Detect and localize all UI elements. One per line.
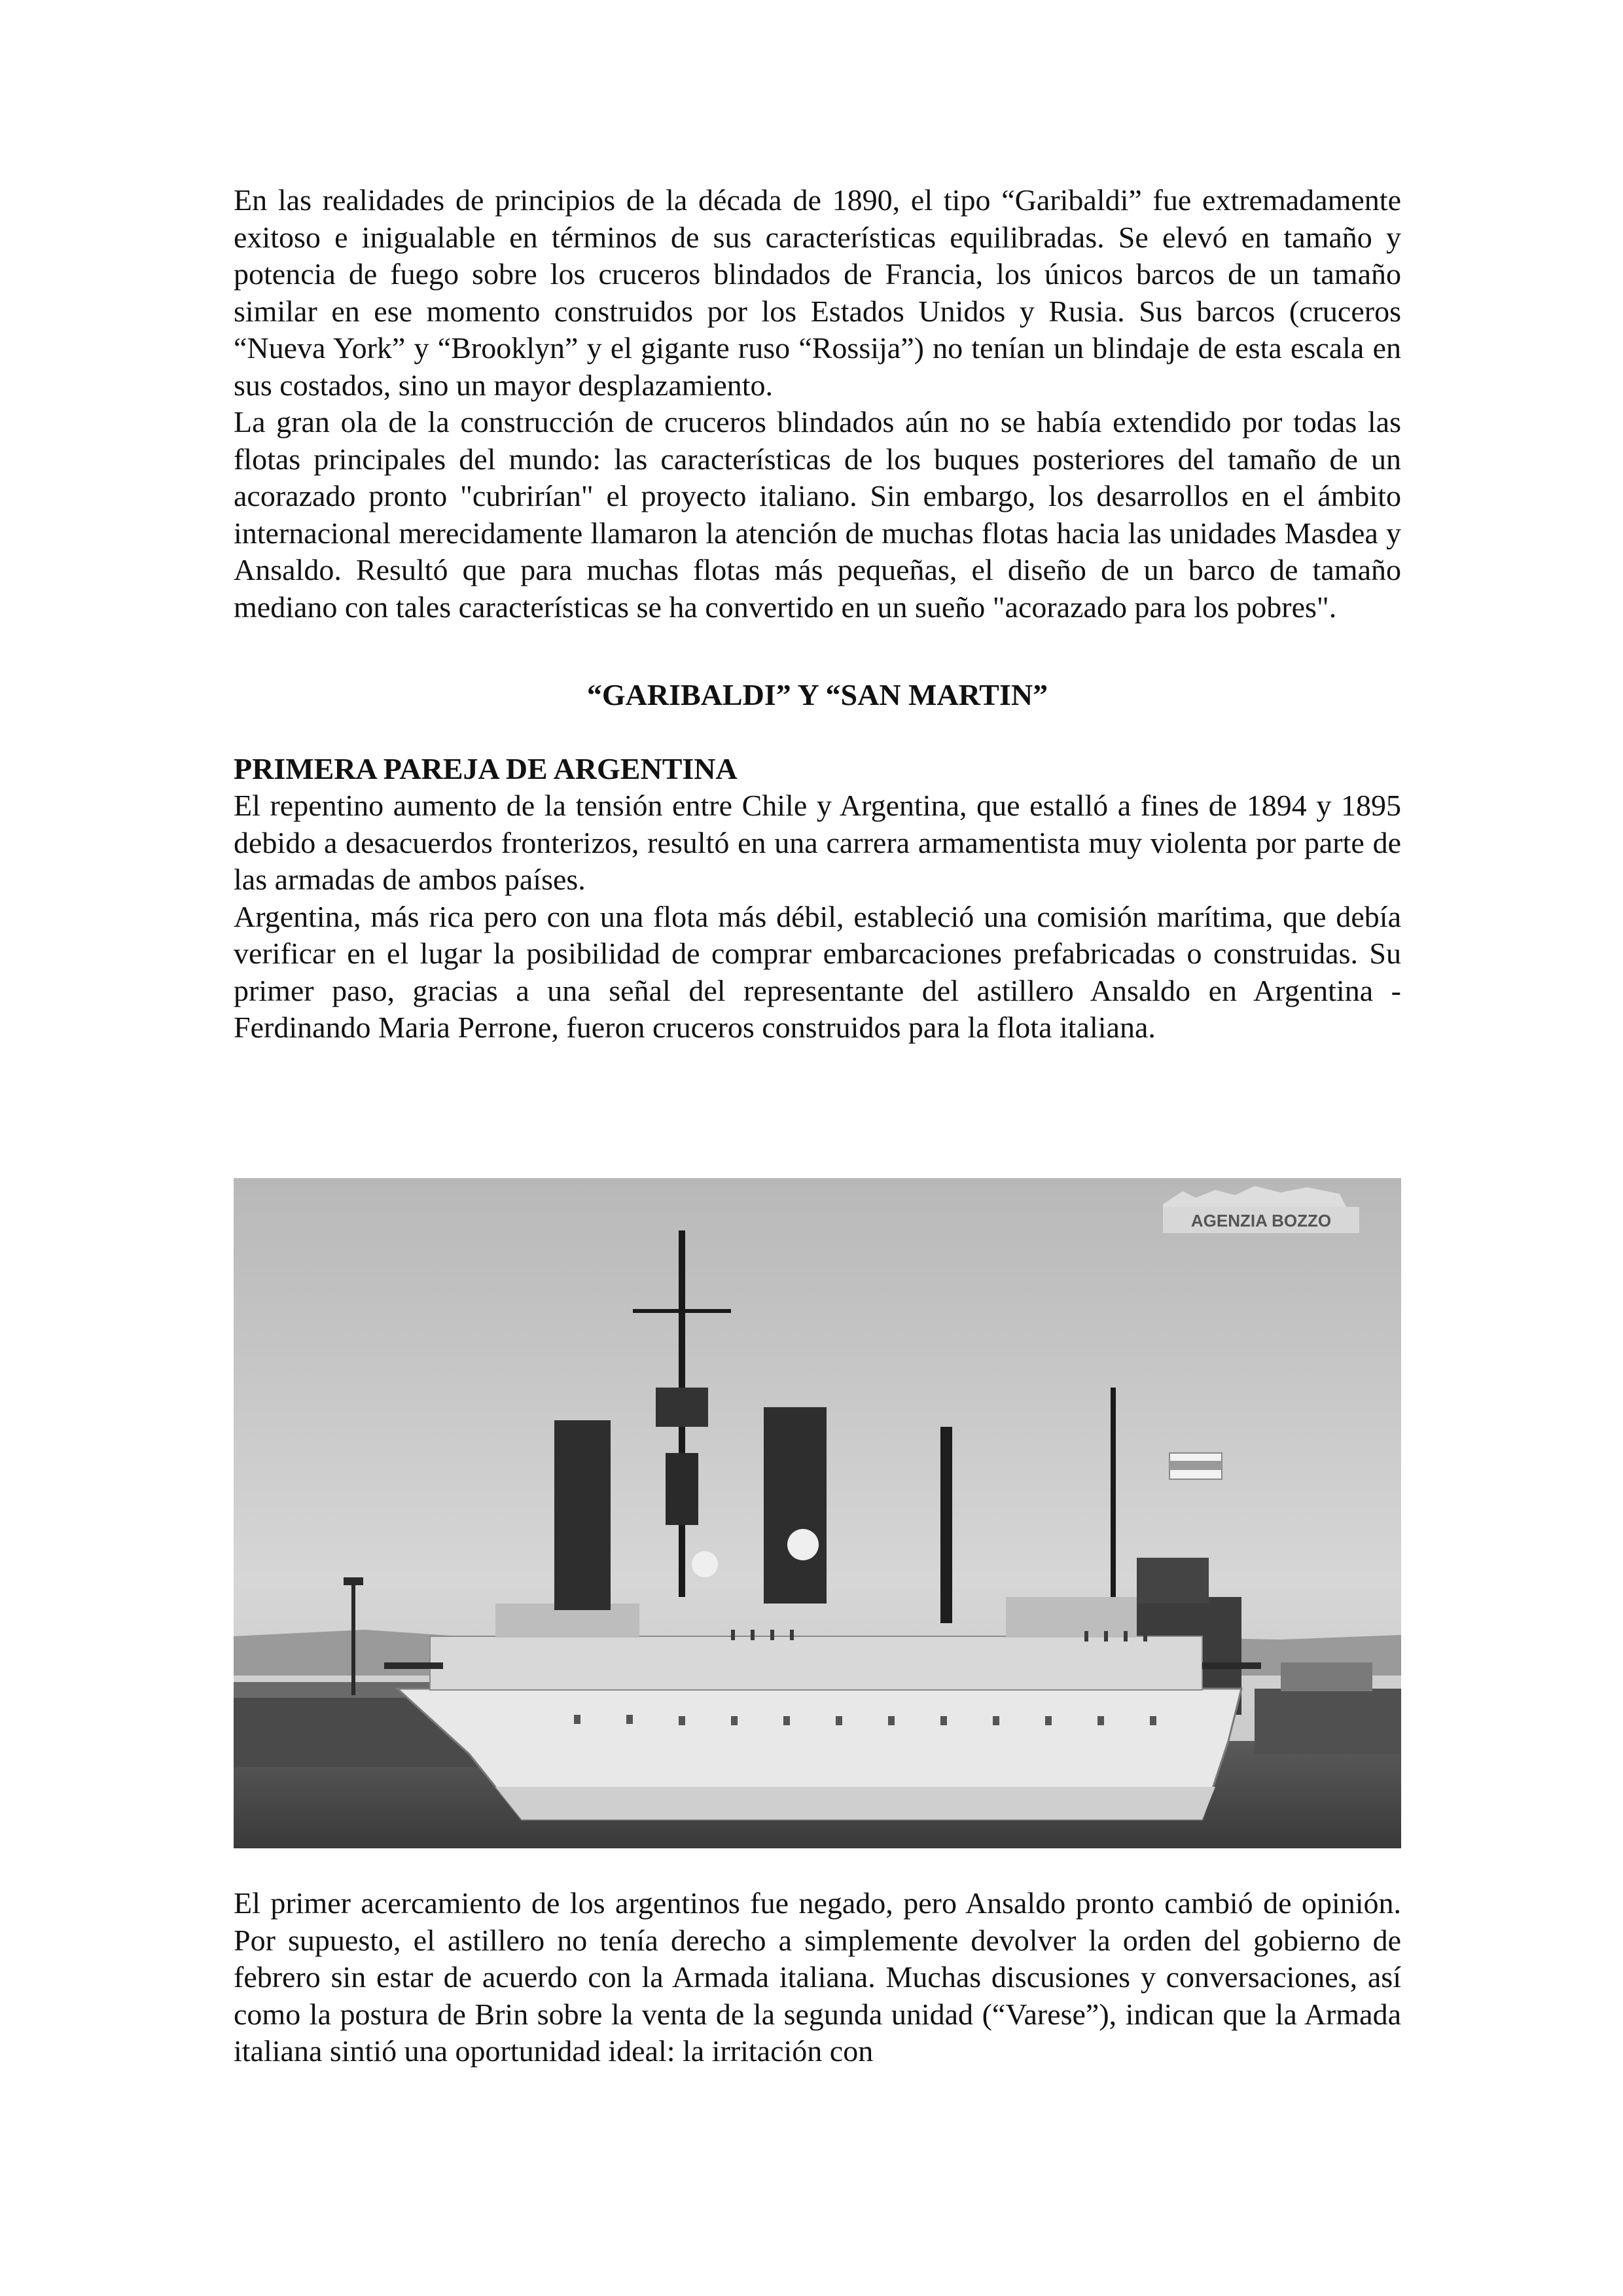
section-title: “GARIBALDI” Y “SAN MARTIN” [586, 678, 1048, 711]
subsection-title: PRIMERA PAREJA DE ARGENTINA [234, 751, 738, 785]
paragraph-first-approach: El primer acercamiento de los argentinos fue negado, pero Ansaldo pronto cambió de opinión. Por supuesto, el astillero no tenía derecho a simplemente devolver la orden del gobierno de febrero sin estar de acuerdo con la Armada italiana. Muchas discusiones y conversaciones, así como la postura de Brin sobre la venta de la segunda unidad (“Varese”), indican que la Armada italiana sintió una oportunidad ideal: la irritación con [234, 1886, 1401, 2068]
document-body [234, 182, 1401, 1047]
cruiser-photo [234, 1178, 1401, 1848]
document-body-continued [234, 1885, 1401, 2070]
paragraph-armored-cruisers-wave: La gran ola de la construcción de cruceros blindados aún no se había extendido por todas las flotas principales del mundo: las características de los buques posteriores del tamaño de un acorazado pronto "cubrirían" el proyecto italiano. Sin embargo, los desarrollos en el ámbito internacional merecidamente llamaron la atención de muchas flotas hacia las unidades Masdea y Ansaldo. Resultó que para muchas flotas más pequeñas, el diseño de un barco de tamaño mediano con tales características se ha convertido en un sueño "acorazado para los pobres". [234, 405, 1401, 624]
paragraph-argentina-commission: Argentina, más rica pero con una flota más débil, estableció una comisión marítima, que debía verificar en el lugar la posibilidad de comprar embarcaciones prefabricadas o construidas. Su primer paso, gracias a una señal del representante del astillero Ansaldo en Argentina - Ferdinando Maria Perrone, fueron cruceros construidos para la flota italiana. [234, 899, 1401, 1044]
paragraph-chile-argentina-tension: El repentino aumento de la tensión entre Chile y Argentina, que estalló a fines de 1894 y 1895 debido a desacuerdos fronterizos, resultó en una carrera armamentista muy violenta por parte de las armadas de ambos países. [234, 789, 1401, 896]
watermark-text: AGENZIA BOZZO [1190, 1211, 1332, 1230]
paragraph-garibaldi-type: En las realidades de principios de la década de 1890, el tipo “Garibaldi” fue extremadamente exitoso e inigualable en términos de sus características equilibradas. Se elevó en tamaño y potencia de fuego sobre los cruceros blindados de Francia, los únicos barcos de un tamaño similar en ese momento construidos por los Estados Unidos y Rusia. Sus barcos (cruceros “Nueva York” y “Brooklyn” y el gigante ruso “Rossija”) no tenían un blindaje de esta escala en sus costados, sino un mayor desplazamiento. [234, 183, 1401, 402]
